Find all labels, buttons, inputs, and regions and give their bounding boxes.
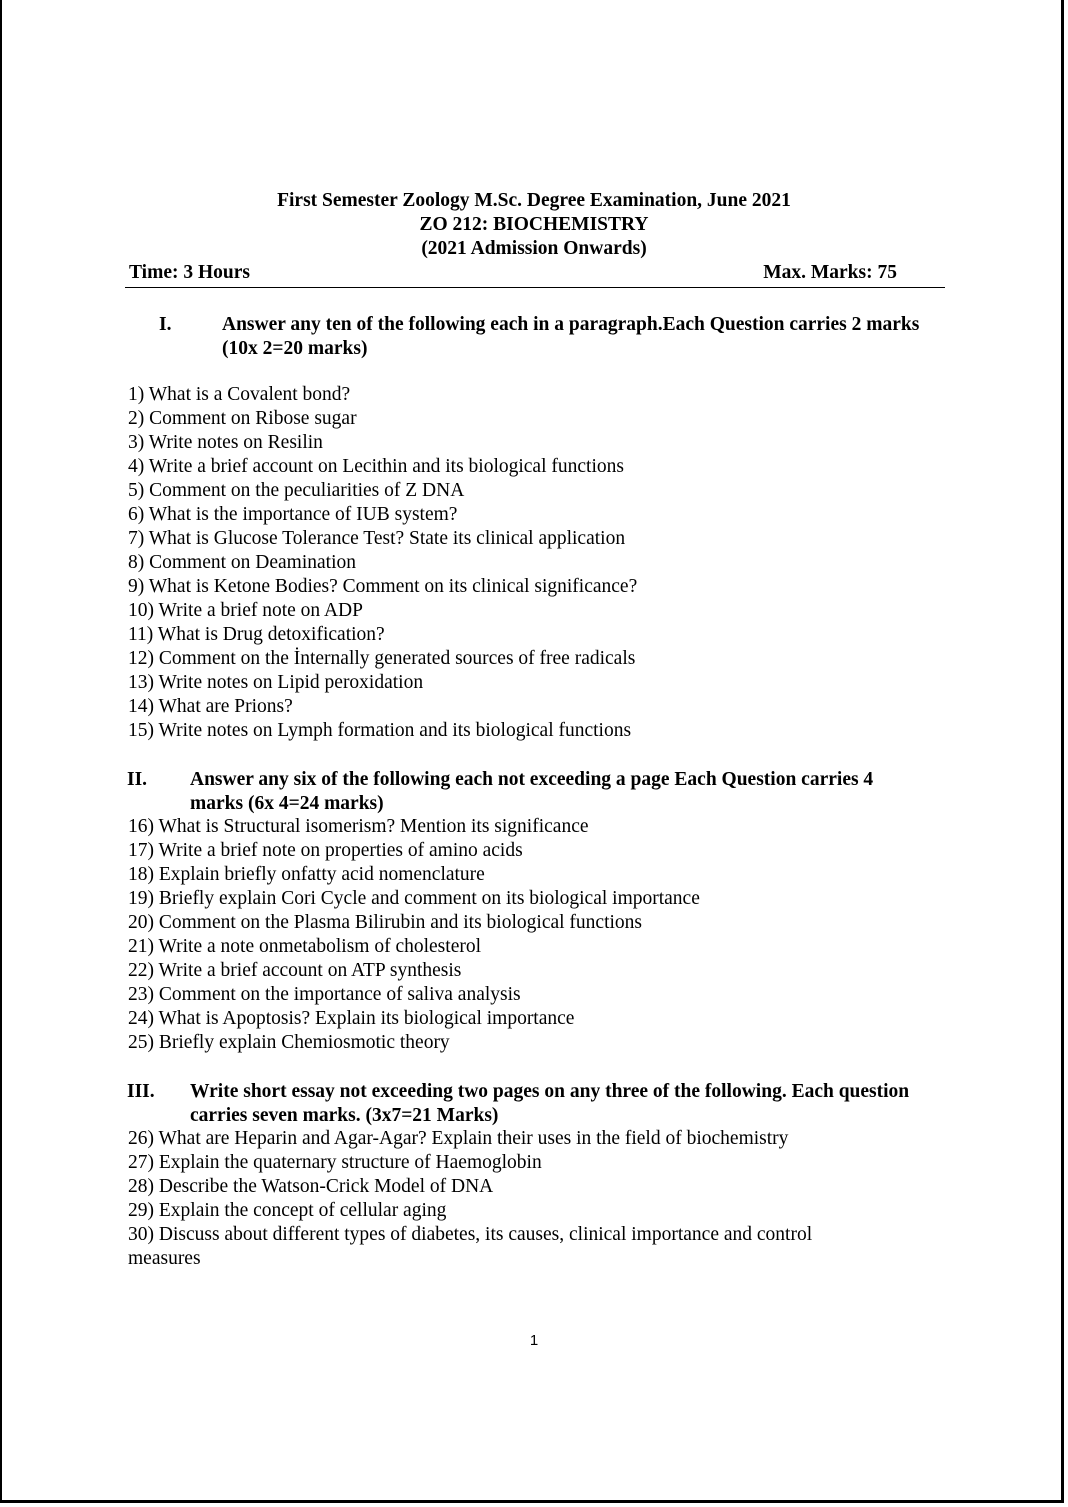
- question-item: 19) Briefly explain Cori Cycle and comment on its biological importance: [128, 888, 700, 909]
- question-item: 11) What is Drug detoxification?: [128, 624, 385, 645]
- section-instruction: Answer any ten of the following each in a paragraph.Each Question carries 2 marks (10x 2=20 marks): [222, 314, 920, 359]
- max-marks: Max. Marks: 75: [763, 262, 897, 283]
- section-numeral: I.: [159, 314, 172, 335]
- question-item: 3) Write notes on Resilin: [128, 432, 323, 453]
- page-number: 1: [529, 1332, 539, 1349]
- section-numeral: III.: [127, 1081, 155, 1102]
- question-item: 4) Write a brief account on Lecithin and its biological functions: [128, 456, 624, 477]
- question-item: 18) Explain briefly onfatty acid nomenclature: [128, 864, 485, 885]
- question-item: 20) Comment on the Plasma Bilirubin and its biological functions: [128, 912, 642, 933]
- question-item: 25) Briefly explain Chemiosmotic theory: [128, 1032, 450, 1053]
- exam-title: First Semester Zoology M.Sc. Degree Examination, June 2021: [277, 190, 791, 211]
- question-item: 14) What are Prions?: [128, 696, 293, 717]
- question-item: 5) Comment on the peculiarities of Z DNA: [128, 480, 465, 501]
- section-instruction: Answer any six of the following each not exceeding a page Each Question carries 4 marks (6x 4=24 marks): [190, 769, 874, 814]
- question-list: [128, 1127, 918, 1271]
- question-item: 22) Write a brief account on ATP synthesis: [128, 960, 462, 981]
- question-item: 23) Comment on the importance of saliva analysis: [128, 984, 521, 1005]
- question-item: 27) Explain the quaternary structure of Haemoglobin: [128, 1152, 542, 1173]
- question-item: 1) What is a Covalent bond?: [128, 384, 351, 405]
- question-list: [128, 815, 918, 1055]
- question-item: 10) Write a brief note on ADP: [128, 600, 363, 621]
- exam-time: Time: 3 Hours: [129, 262, 250, 283]
- question-item: 17) Write a brief note on properties of amino acids: [128, 840, 523, 861]
- question-item: 29) Explain the concept of cellular aging: [128, 1200, 447, 1221]
- section-numeral: II.: [127, 769, 148, 790]
- question-item: 24) What is Apoptosis? Explain its biological importance: [128, 1008, 575, 1029]
- question-item: 6) What is the importance of IUB system?: [128, 504, 458, 525]
- question-item: 28) Describe the Watson-Crick Model of DNA: [128, 1176, 494, 1197]
- question-item: 13) Write notes on Lipid peroxidation: [128, 672, 424, 693]
- question-list: [128, 383, 918, 743]
- admission-note: (2021 Admission Onwards): [421, 238, 647, 259]
- section-instruction: Write short essay not exceeding two pages on any three of the following. Each question carries seven marks. (3x7=21 Marks): [190, 1081, 910, 1126]
- exam-header: [2, 189, 1066, 261]
- question-item: 8) Comment on Deamination: [128, 552, 357, 573]
- question-item: 2) Comment on Ribose sugar: [128, 408, 357, 429]
- time-marks-row: [125, 261, 945, 288]
- question-item: 16) What is Structural isomerism? Mention its significance: [128, 816, 589, 837]
- question-item: 7) What is Glucose Tolerance Test? State its clinical application: [128, 528, 626, 549]
- question-item: 12) Comment on the İnternally generated sources of free radicals: [128, 648, 636, 669]
- course-code: ZO 212: BIOCHEMISTRY: [419, 214, 649, 235]
- question-item: 21) Write a note onmetabolism of cholesterol: [128, 936, 482, 957]
- question-item: 26) What are Heparin and Agar-Agar? Explain their uses in the field of biochemistry: [128, 1128, 789, 1149]
- question-item: 9) What is Ketone Bodies? Comment on its clinical significance?: [128, 576, 638, 597]
- question-item: 15) Write notes on Lymph formation and its biological functions: [128, 720, 632, 741]
- question-item: 30) Discuss about different types of diabetes, its causes, clinical importance and control measures: [128, 1224, 813, 1269]
